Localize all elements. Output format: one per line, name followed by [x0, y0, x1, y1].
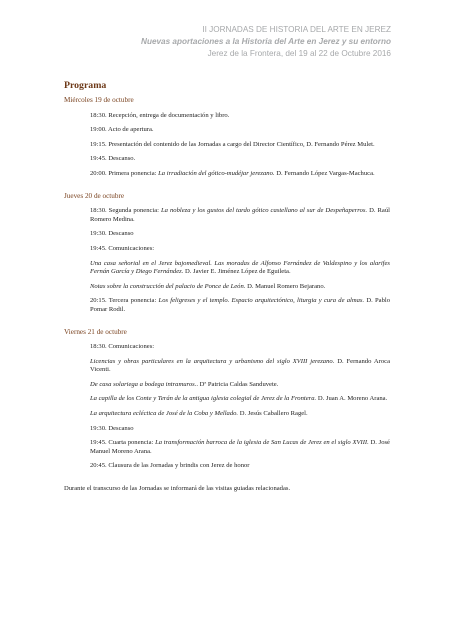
item-title: Una casa señorial en el Jerez bajomedieval. Las moradas de Alfonso Fernández de Valdespino y los alarifes Fernán García y Diego Fernández. — [90, 259, 390, 276]
item-text: D. Juan A. Moreno Arana. — [316, 395, 388, 403]
program-item — [90, 297, 390, 314]
program-item — [90, 462, 390, 471]
header-line-2: Nuevas aportaciones a la Historia del Arte en Jerez y su entorno — [141, 37, 391, 46]
item-text: D. José Manuel Moreno Arana. — [90, 439, 390, 455]
program-item — [90, 155, 390, 164]
item-text: D. Fernando Aroca Vicenti. — [90, 357, 390, 374]
program-item — [90, 207, 390, 224]
program-item — [90, 283, 390, 292]
item-text: 19:30. Descanso — [90, 230, 134, 238]
item-title: La arquitectura ecléctica de José de la Coba y Mellado. — [90, 410, 239, 418]
item-title: Los feligreses y el templo. Espacio arquitectónico, liturgia y cura de almas. — [158, 297, 365, 305]
program-content — [64, 96, 390, 494]
item-text: D. Javier E. Jiménez López de Eguileta. — [183, 268, 291, 276]
program-item — [90, 425, 390, 434]
item-text: 18:30. Recepción, entrega de documentación y libro. — [90, 111, 230, 119]
program-item — [90, 395, 390, 404]
item-text: 19:15. Presentación del contenido de las Jornadas a cargo del Director Científico, D. Fernando Pérez Mulet. — [90, 140, 375, 148]
footer-note: Durante el transcurso de las Jornadas se informará de las visitas guiadas relacionadas. — [64, 485, 291, 493]
header-line-3: Jerez de la Frontera, del 19 al 22 de Octubre 2016 — [207, 49, 391, 58]
item-title: La capilla de los Conte y Terán de la antigua iglesia colegial de Jerez de la Frontera. — [90, 395, 317, 403]
item-title: De casa solariega a bodega intramuros. — [90, 380, 197, 388]
program-item — [90, 410, 390, 419]
header-line-1: II JORNADAS DE HISTORIA DEL ARTE EN JEREZ — [202, 25, 391, 34]
program-item — [90, 381, 390, 390]
item-text: 18:30. Comunicaciones: — [90, 343, 155, 351]
item-title: La transformación barroca de la iglesia de San Lucas de Jerez en el siglo XVIII. — [155, 439, 369, 447]
item-text: 19:45. Cuarta ponencia: — [90, 439, 156, 447]
program-item — [90, 230, 390, 239]
event-header — [141, 24, 391, 60]
program-item — [90, 260, 390, 277]
program-item — [90, 141, 390, 150]
item-title: Licencias y obras particulares en la arquitectura y urbanismo del siglo XVIII jerezano. — [90, 357, 335, 365]
item-text: D. Jesús Caballero Ragel. — [238, 410, 308, 418]
item-text: 20:45. Clausura de las Jornadas y brindis con Jerez de honor — [90, 462, 250, 470]
item-text: 20:00. Primera ponencia: — [90, 169, 159, 177]
item-text: . Dª Patricia Caldas Sanduvete. — [196, 380, 279, 388]
item-text: 19:45. Comunicaciones: — [90, 244, 155, 252]
program-item — [90, 245, 390, 254]
program-item — [90, 439, 390, 456]
day-heading: Viernes 21 de octubre — [64, 327, 127, 336]
item-text: 19:45. Descanso. — [90, 155, 136, 163]
item-text: 19:30. Descanso — [90, 424, 134, 432]
item-title: La irradiación del gótico-mudéjar jerezano. — [158, 169, 275, 177]
program-item — [90, 170, 390, 179]
program-item — [90, 126, 390, 135]
item-title: La nobleza y los gustos del tardo gótico castellano al sur de Despeñaperros. — [161, 207, 368, 215]
program-item — [90, 358, 390, 375]
day-heading: Miércoles 19 de octubre — [64, 96, 134, 104]
item-text: 19:00. Acto de apertura. — [90, 126, 154, 134]
item-text: 18:30. Segunda ponencia: — [90, 207, 162, 215]
item-text: D. Manuel Romero Bejarano. — [245, 282, 326, 290]
item-text: D. Raúl Romero Medina. — [90, 207, 390, 223]
page-title: Programa — [64, 80, 107, 91]
item-text: D. Pablo Pomar Rodil. — [90, 297, 391, 313]
program-days — [64, 96, 390, 471]
day-heading: Jueves 20 de octubre — [64, 191, 125, 200]
item-text: D. Fernando López Vargas-Machuca. — [274, 169, 375, 177]
item-title: Notas sobre la construcción del palacio de Ponce de León. — [90, 282, 246, 290]
item-text: 20:15. Tercera ponencia: — [90, 297, 159, 305]
program-item — [90, 343, 390, 352]
program-item — [90, 112, 390, 121]
